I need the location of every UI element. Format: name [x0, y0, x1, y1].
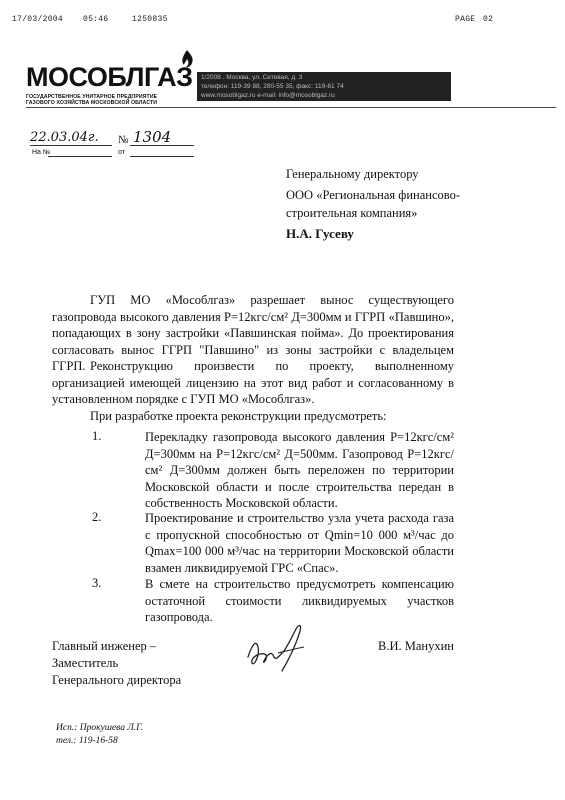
signatory-name: В.И. Манухин [378, 639, 454, 653]
addressee-block [286, 165, 460, 243]
list-item-2: Проектирование и строительство узла учета расхода газа с пропускной способностью от Qmin=10 000 м³/час до Qmax=100 000 м³/час на территории Московской области взамен ликвидируемой ГРС «Спас». [145, 511, 454, 575]
position-line-2: Заместитель [52, 656, 119, 670]
paragraph-3: При разработке проекта реконструкции предусмотреть: [90, 409, 387, 423]
logo-wordmark: МОСОБЛГАЗ [26, 62, 193, 92]
list-number-2: 2. [92, 510, 102, 524]
fax-number: 1250835 [132, 15, 168, 24]
position-line-3: Генерального директора [52, 673, 182, 687]
paragraph-1: ГУП МО «Мособлгаз» разрешает вынос существующего газопровода высокого давления Р=12кгс/см² Д=300мм и ГГРП «Павшино», попадающих в зону застройки «Павшинская пойма». До проектирования согласовать вынос ГГРП "Павшино" из зоны застройки с владельцем ГГРП. [52, 293, 454, 373]
org-line-2: ГАЗОВОГО ХОЗЯЙСТВА МОСКОВСКОЙ ОБЛАСТИ [26, 100, 158, 106]
addressee-name: Н.А. Гусеву [286, 226, 354, 241]
org-line-1: ГОСУДАРСТВЕННОЕ УНИТАРНОЕ ПРЕДПРИЯТИЕ [26, 94, 158, 100]
addressee-company-1: ООО «Региональная финансово- [286, 188, 460, 202]
fax-date: 17/03/2004 [12, 15, 64, 24]
fax-page-number: 02 [483, 15, 494, 24]
executor-block [56, 722, 143, 748]
executor-name: Исп.: Прокушева Л.Г. [56, 723, 144, 733]
number-underline [130, 145, 194, 146]
addressee-company-2: строительная компания» [286, 206, 418, 220]
reply-number-line [48, 156, 112, 157]
contact-address: 1/2008 . Москва, ул. Сетевая, д. 3 [201, 74, 303, 81]
paragraph-2: Реконструкцию произвести по проекту, выполненному организацией имеющей лицензию на этот вид работ и согласованному в установленном порядке с ГУП МО «Мособлгаз». [52, 359, 454, 406]
list-number-3: 3. [92, 576, 102, 590]
signatory-position [52, 638, 181, 689]
registration-number: 1304 [133, 128, 172, 146]
contact-web: www.mosoblgaz.ru e-mail: info@mosoblgaz.ru [201, 92, 335, 99]
letterhead-contacts [197, 72, 451, 101]
fax-time: 05:46 [83, 15, 109, 24]
list-number-1: 1. [92, 429, 102, 443]
letterhead-logo [26, 62, 196, 106]
list-item-3: В смете на строительство предусмотреть компенсацию остаточной стоимости ликвидируемых участков газопровода. [145, 577, 454, 624]
reply-from-label: от [118, 149, 125, 156]
addressee-title: Генеральному директору [286, 167, 419, 181]
date-underline [30, 145, 112, 146]
executor-phone: тел.: 119-16-58 [56, 736, 118, 746]
flame-icon [176, 48, 198, 70]
reply-date-line [130, 156, 194, 157]
registration-date: 22.03.04г. [30, 130, 99, 145]
list-item-1: Перекладку газопровода высокого давления Р=12кгс/см² Д=300мм на Р=12кгс/см² Д=500мм. Газопровод Р=12кгс/см² Д=300мм должен быть переложен по территории Московской области и после строительства передан в собственность Московской области. [145, 430, 454, 510]
number-label: № [118, 134, 129, 146]
fax-page-label: PAGE [455, 15, 476, 24]
reply-to-label: На № [32, 149, 51, 156]
position-line-1: Главный инженер – [52, 639, 157, 653]
handwritten-signature [238, 617, 318, 679]
contact-phones: телефон: 119-39 88, 280-55 35, факс: 119-61 74 [201, 83, 344, 90]
letterhead-divider [26, 107, 556, 108]
